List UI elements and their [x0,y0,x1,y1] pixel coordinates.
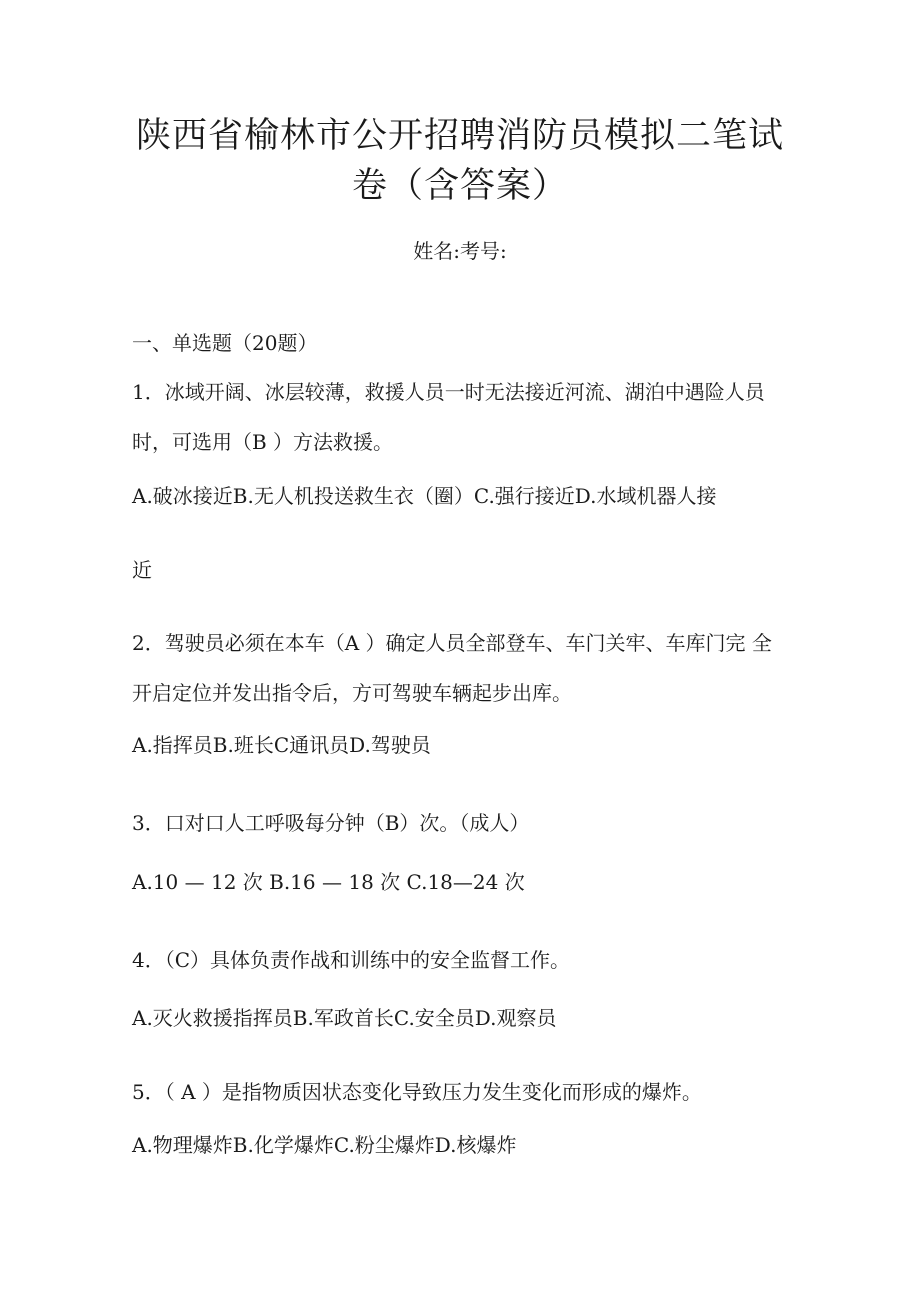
question-5-stem-line-1: 5．（ A ）是指物质因状态变化导致压力发生变化而形成的爆炸。 [132,1080,702,1104]
section-heading: 一、单选题（20题） [132,331,318,355]
question-1-options-line-1: A.破冰接近B.无人机投送救生衣（圈）C.强行接近D.水域机器人接 [132,484,717,508]
question-2-stem-line-2: 开启定位并发出指令后，方可驾驶车辆起步出库。 [132,681,572,705]
question-1-stem-line-1: 1．冰域开阔、冰层较薄，救援人员一时无法接近河流、湖泊中遇险人员 [132,380,765,404]
question-1-options-line-2: 近 [132,558,152,582]
question-5-options-line-1: A.物理爆炸B.化学爆炸C.粉尘爆炸D.核爆炸 [132,1133,517,1157]
question-2-stem-line-1: 2．驾驶员必须在本车（A ）确定人员全部登车、车门关牢、车库门完 全 [132,631,772,655]
document-title-line-1: 陕西省榆林市公开招聘消防员模拟二笔试 [135,116,784,156]
document-title-line-2: 卷（含答案） [351,166,568,206]
question-2-options-line-1: A.指挥员B.班长C通讯员D.驾驶员 [132,733,431,757]
question-4-options-line-1: A.灭火救援指挥员B.军政首长C.安全员D.观察员 [132,1006,557,1030]
name-and-exam-number-line: 姓名:考号: [413,239,507,263]
question-4-stem-line-1: 4．（C）具体负责作战和训练中的安全监督工作。 [132,948,571,972]
question-1-stem-line-2: 时，可选用（B ）方法救援。 [132,430,394,454]
question-3-options-line-1: A.10 — 12 次 B.16 — 18 次 C.18—24 次 [132,870,525,894]
question-3-stem-line-1: 3．口对口人工呼吸每分钟（B）次。（成人） [132,811,530,835]
